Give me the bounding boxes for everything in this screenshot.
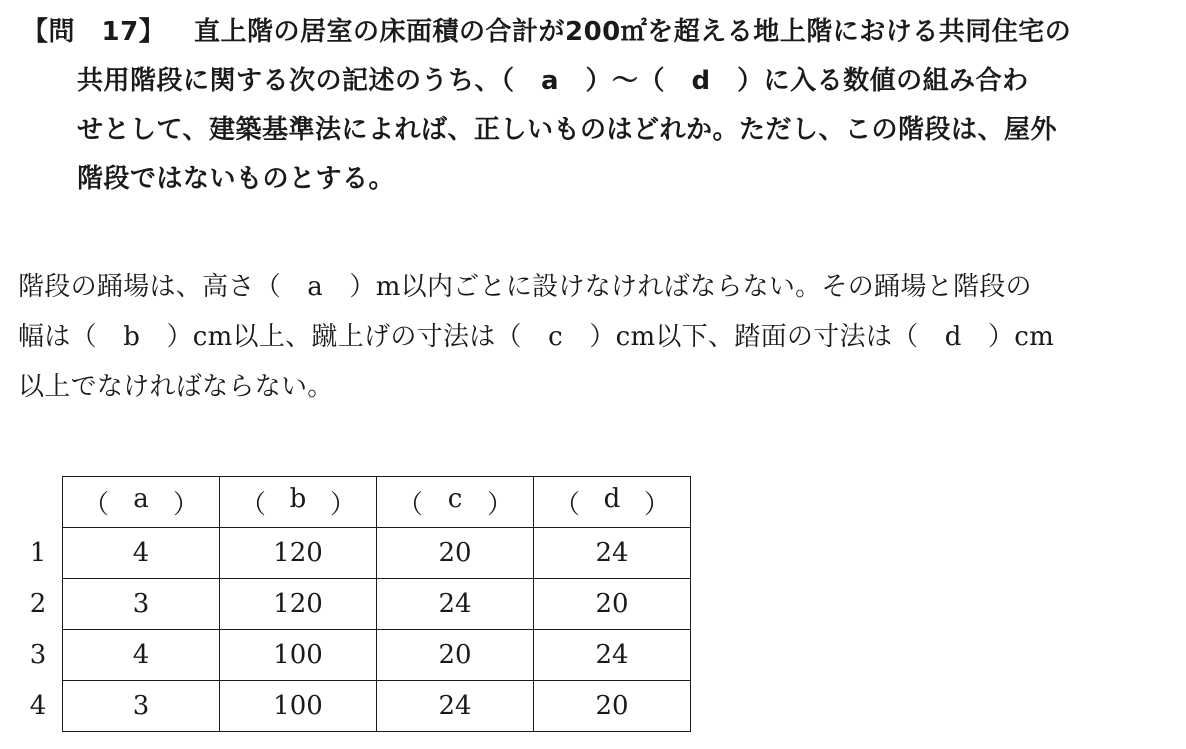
option-number: 2 <box>29 589 47 619</box>
cell-a: 3 <box>63 579 220 630</box>
header-c: （ c ） <box>377 477 534 528</box>
question-line-1 <box>22 8 1172 57</box>
question-line-3: せとして、建築基準法によれば、正しいものはどれか。ただし、この階段は、屋外 <box>77 115 1057 145</box>
header-a: （ a ） <box>63 477 220 528</box>
cell-a: 4 <box>63 630 220 681</box>
cell-d: 24 <box>534 630 691 681</box>
table-row <box>14 579 691 630</box>
table-header-row <box>14 477 691 528</box>
cell-d: 20 <box>534 579 691 630</box>
question-text-1: 直上階の居室の床面積の合計が200㎡を超える地上階における共同住宅の <box>194 17 1072 47</box>
question-line-2: 共用階段に関する次の記述のうち、（ a ）～（ d ）に入る数値の組み合わ <box>77 66 1029 96</box>
cell-c: 24 <box>377 579 534 630</box>
question-stem <box>22 8 1172 204</box>
cell-a: 3 <box>63 681 220 732</box>
cell-c: 20 <box>377 630 534 681</box>
cell-b: 120 <box>220 579 377 630</box>
cell-d: 20 <box>534 681 691 732</box>
question-number: 【問 17】 <box>22 17 166 47</box>
table-row <box>14 528 691 579</box>
cell-b: 100 <box>220 681 377 732</box>
option-number: 1 <box>29 538 47 568</box>
cell-b: 100 <box>220 630 377 681</box>
answer-options-table <box>14 476 691 732</box>
passage <box>18 262 1173 412</box>
option-number: 4 <box>29 691 47 721</box>
cell-d: 24 <box>534 528 691 579</box>
passage-line-3: 以上でなければならない。 <box>18 372 334 402</box>
table-row <box>14 681 691 732</box>
cell-c: 24 <box>377 681 534 732</box>
cell-c: 20 <box>377 528 534 579</box>
option-number: 3 <box>29 640 47 670</box>
question-line-4: 階段ではないものとする。 <box>77 164 396 194</box>
table-row <box>14 630 691 681</box>
row-number-header <box>14 477 63 528</box>
passage-line-1: 階段の踊場は、高さ（ a ）m以内ごとに設けなければならない。その踊場と階段の <box>18 272 1032 302</box>
cell-b: 120 <box>220 528 377 579</box>
passage-line-2: 幅は（ b ）cm以上、蹴上げの寸法は（ c ）cm以下、踏面の寸法は（ d ）cm <box>18 322 1055 352</box>
header-b: （ b ） <box>220 477 377 528</box>
header-d: （ d ） <box>534 477 691 528</box>
cell-a: 4 <box>63 528 220 579</box>
